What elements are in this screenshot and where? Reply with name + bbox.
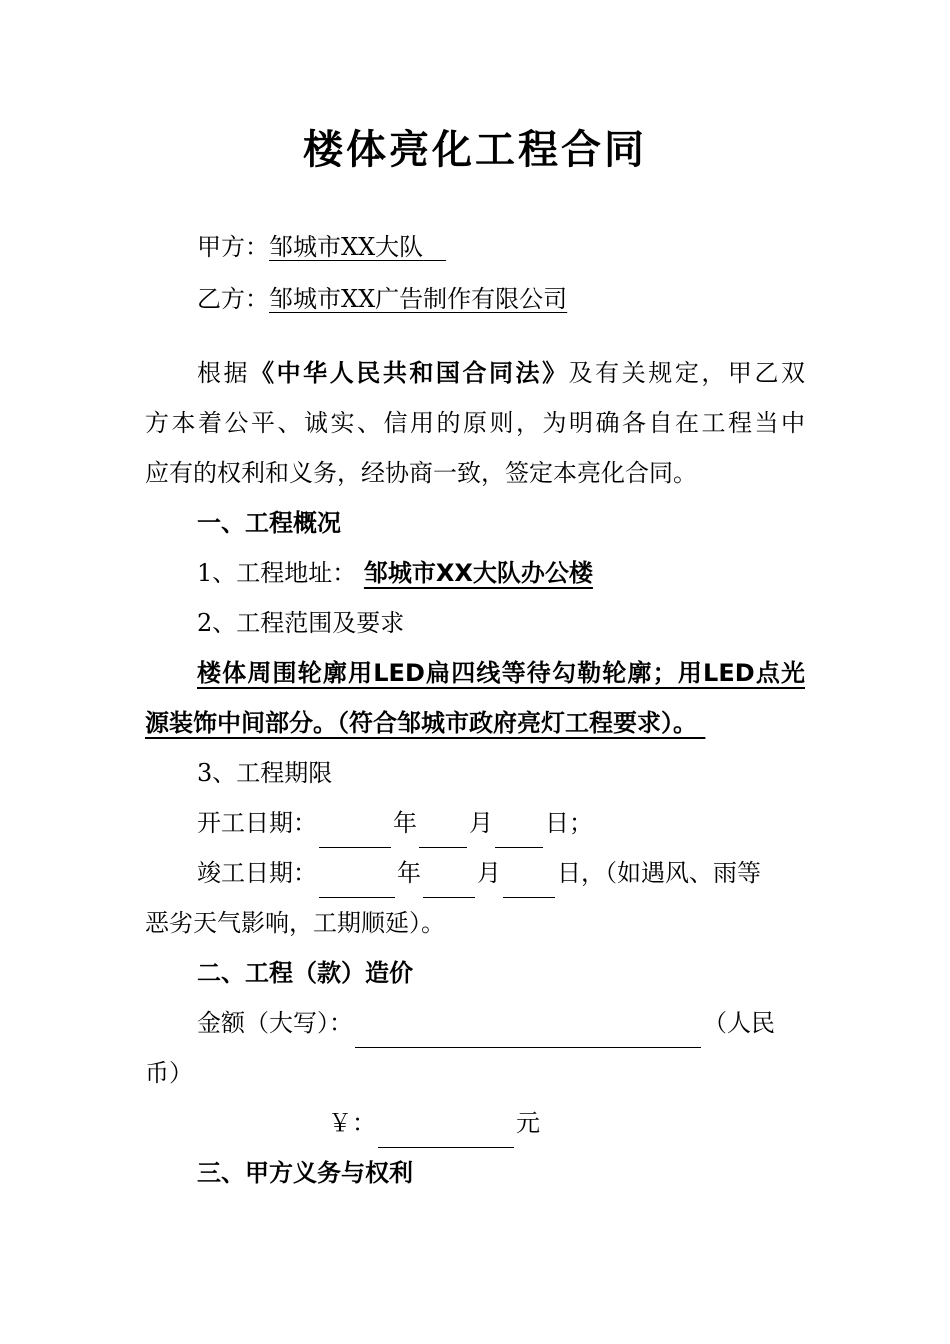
start-date-line (197, 798, 805, 848)
intro-text: 及有关规定，甲乙双 (568, 359, 806, 387)
amount-suffix-2: 币） (145, 1059, 193, 1087)
scope-label: 2、工程范围及要求 (197, 609, 405, 637)
address-value: 邹城市XX大队办公楼 (363, 559, 593, 587)
scope-line-1: 楼体周围轮廓用LED扁四线等待勾勒轮廓；用LED点光 (197, 659, 805, 687)
party-a-label: 甲方： (197, 233, 269, 261)
year-label: 年 (397, 859, 421, 887)
end-date-label: 竣工日期： (197, 859, 317, 887)
end-year-blank[interactable] (319, 861, 395, 898)
scope-text: 源装饰中间部分。（符合邹城市政府亮灯工程要求）。 (145, 709, 697, 737)
amount-blank[interactable] (355, 1011, 701, 1048)
month-label: 月 (477, 859, 501, 887)
amount-label: 金额（大写）： (197, 1009, 353, 1037)
section-1-heading: 一、工程概况 (197, 509, 341, 537)
end-month-blank[interactable] (423, 861, 475, 898)
start-day-blank[interactable] (495, 811, 543, 848)
yen-label: ￥： (328, 1109, 376, 1137)
yen-blank[interactable] (378, 1111, 514, 1148)
intro-text: 根据 (197, 359, 251, 387)
party-b-value: 邹城市XX广告制作有限公司 (269, 285, 568, 313)
intro-line-1 (197, 348, 805, 398)
year-label: 年 (393, 809, 417, 837)
day-label: 日； (545, 809, 593, 837)
yen-unit: 元 (516, 1109, 540, 1137)
period-label: 3、工程期限 (197, 759, 333, 787)
intro-line-2: 方本着公平、诚实、信用的原则，为明确各自在工程当中 (145, 409, 805, 437)
yen-line (328, 1098, 628, 1148)
page-title: 楼体亮化工程合同 (303, 127, 647, 173)
address-line (197, 548, 805, 598)
day-label: 日，（如遇风、雨等 (557, 859, 761, 887)
section-2-heading: 二、工程（款）造价 (197, 959, 413, 987)
end-day-blank[interactable] (503, 861, 555, 898)
intro-line-3: 应有的权利和义务，经协商一致，签定本亮化合同。 (145, 459, 697, 487)
start-month-blank[interactable] (419, 811, 467, 848)
party-b-label: 乙方： (197, 285, 269, 313)
amount-line (197, 998, 805, 1048)
end-date-note: 恶劣天气影响，工期顺延）。 (145, 909, 445, 937)
party-a-line (197, 222, 805, 272)
address-label: 1、工程地址： (197, 559, 357, 587)
law-name: 《中华人民共和国合同法》 (250, 359, 569, 387)
start-date-label: 开工日期： (197, 809, 317, 837)
end-date-line (197, 848, 805, 898)
start-year-blank[interactable] (319, 811, 391, 848)
amount-suffix: （人民 (703, 1009, 775, 1037)
party-a-value: 邹城市XX大队 (269, 233, 424, 261)
scope-line-2 (145, 698, 805, 748)
section-3-heading: 三、甲方义务与权利 (197, 1159, 413, 1187)
month-label: 月 (469, 809, 493, 837)
party-b-line (197, 274, 805, 324)
